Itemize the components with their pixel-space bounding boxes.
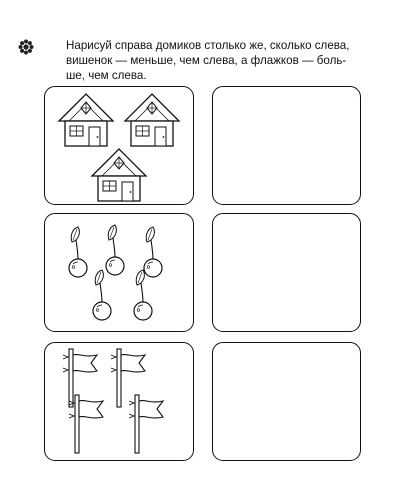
flag-icon [69,395,103,453]
instruction-text [66,38,386,83]
instruction-line-1: Нарисуй справа домиков столько же, сколько слева, [66,39,350,52]
flags-answer-box[interactable] [212,342,361,461]
cherries-example-box [44,213,194,332]
cherry-icon [106,225,124,275]
house-icon [125,94,179,146]
instruction-line-3: ше, чем слева. [66,69,147,82]
houses-drawing [45,87,195,206]
flag-icon [111,349,145,407]
house-icon [59,94,113,146]
flower-bullet-icon [18,39,34,55]
cherries-answer-box[interactable] [212,213,361,332]
flag-icon [129,395,163,453]
flags-drawing [45,343,195,462]
houses-answer-box[interactable] [212,86,361,205]
flags-example-box [44,342,194,461]
house-icon [92,149,146,201]
instruction-line-2: вишенок — меньше, чем слева, а флажков — боль- [66,54,347,67]
flag-icon [63,349,97,407]
cherries-drawing [45,214,195,333]
cherry-icon [144,227,162,277]
cherry-icon [134,270,152,320]
cherry-icon [93,270,111,320]
houses-example-box [44,86,194,205]
cherry-icon [69,227,87,277]
